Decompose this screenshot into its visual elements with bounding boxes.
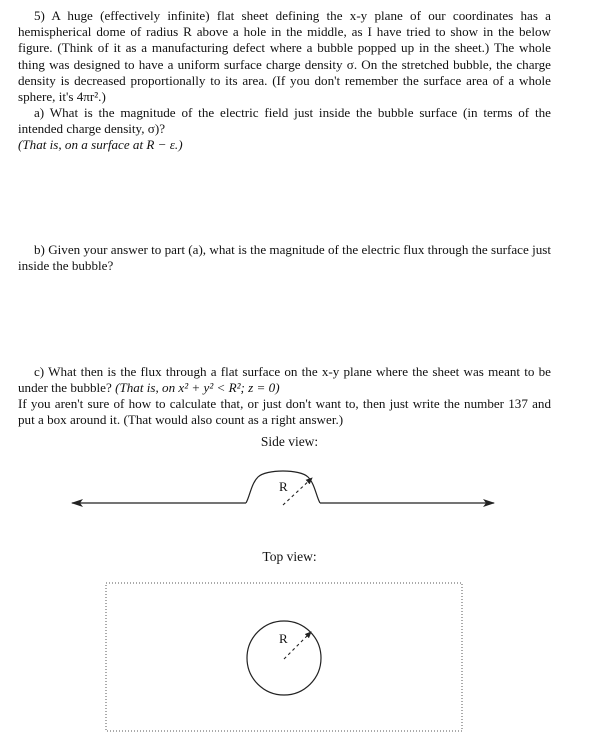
problem-intro: 5) A huge (effectively infinite) flat sheet defining the x-y plane of our coordinates has a hemispherical dome of radius R above a hole in the middle, as I have tried to show in the below figure. (Think of it as a manufacturing defect where a bubble popped up in the sheet.) The whole thing was designed to have a uniform surface charge density σ. On the stretched bubble, the charge density is decreased proportionally to its area. (If you don't remember the surface area of a whole sphere, it's 4πr².) xyxy=(18,8,551,105)
top-radius-line xyxy=(284,632,311,659)
part-b-question: b) Given your answer to part (a), what is the magnitude of the electric flux through the surface just inside the bubble? xyxy=(18,242,551,274)
top-view-label: Top view: xyxy=(262,549,317,564)
part-c-note: (That is, on x² + y² < R²; z = 0) xyxy=(115,380,280,396)
side-radius-label: R xyxy=(279,479,288,494)
part-c-text: c) What then is the flux through a flat surface on the x-y plane where the sheet was meant to be under the bubble? xyxy=(18,364,551,396)
side-view-figure xyxy=(72,471,494,505)
side-view-label: Side view: xyxy=(260,434,319,449)
part-a-question: a) What is the magnitude of the electric field just inside the bubble surface (in terms of the intended charge density, σ)? xyxy=(18,105,551,137)
top-radius-label: R xyxy=(279,631,288,646)
part-c-extra: If you aren't sure of how to calculate that, or just don't want to, then just write the number 137 and put a box around it. (That would also count as a right answer.) xyxy=(18,396,551,428)
part-a-note: (That is, on a surface at R − ε.) xyxy=(18,137,183,152)
top-view-boundary xyxy=(106,583,462,731)
top-view-figure xyxy=(106,583,462,731)
